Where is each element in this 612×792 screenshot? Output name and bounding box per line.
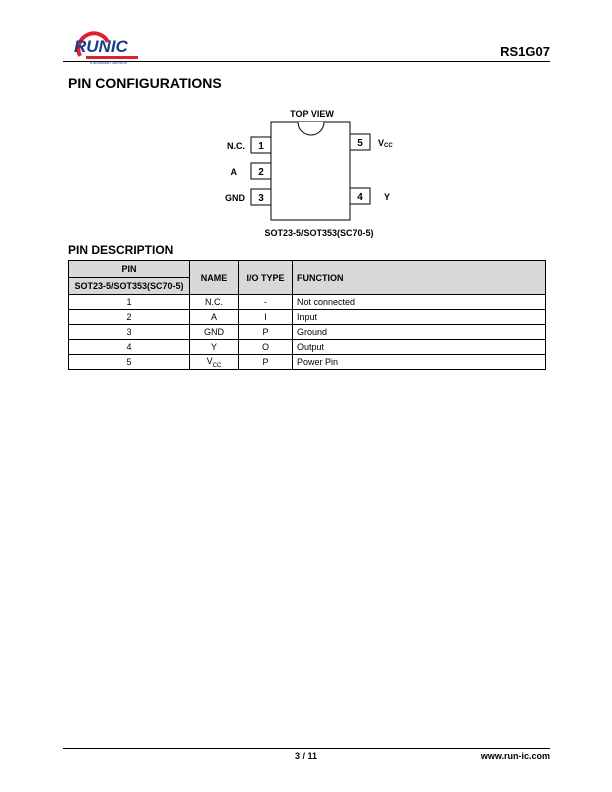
pin-number: 4 [357, 192, 363, 203]
name-cell: GND [190, 325, 239, 340]
pin-configuration-diagram [190, 100, 430, 245]
function-cell: Not connected [293, 295, 546, 310]
table-row [69, 340, 546, 355]
table-row [69, 325, 546, 340]
package-label: SOT23-5/SOT353(SC70-5) [264, 228, 374, 238]
io-cell: - [239, 295, 293, 310]
table-row [69, 295, 546, 310]
runic-logo [66, 26, 142, 66]
page-number: 3 / 11 [294, 751, 318, 761]
io-type-header: I/O TYPE [239, 261, 293, 295]
io-cell: P [239, 325, 293, 340]
name-cell: A [190, 310, 239, 325]
pin-number: 1 [258, 141, 264, 152]
package-header: SOT23-5/SOT353(SC70-5) [69, 278, 190, 295]
part-number: RS1G07 [500, 44, 550, 59]
pin-number: 5 [357, 138, 363, 149]
pin-3 [225, 189, 271, 205]
pin-2 [231, 163, 272, 179]
pin-cell: 1 [69, 295, 190, 310]
function-cell: Power Pin [293, 355, 546, 370]
name-cell: Y [190, 340, 239, 355]
pin-number: 2 [258, 167, 264, 178]
function-cell: Ground [293, 325, 546, 340]
pin-number: 3 [258, 193, 264, 204]
name-header: NAME [190, 261, 239, 295]
pin-cell: 3 [69, 325, 190, 340]
pin-name: VCC [378, 138, 393, 149]
header-divider [63, 61, 550, 62]
pin-name: A [230, 167, 237, 177]
io-cell: I [239, 310, 293, 325]
pin-configurations-title: PIN CONFIGURATIONS [68, 75, 222, 91]
function-cell: Input [293, 310, 546, 325]
pin-description-table [68, 260, 546, 370]
chip-body [271, 122, 350, 220]
pin-name: GND [225, 193, 245, 203]
pin-name: Y [384, 192, 391, 202]
table-row [69, 355, 546, 370]
io-cell: P [239, 355, 293, 370]
name-cell: $V_{CC}$ [190, 355, 239, 370]
pin-cell: 4 [69, 340, 190, 355]
name-cell: N.C. [190, 295, 239, 310]
pin-name: N.C. [227, 141, 245, 151]
logo-text: RUNIC [74, 37, 128, 56]
website-link[interactable]: www.run-ic.com [480, 751, 550, 761]
io-cell: O [239, 340, 293, 355]
footer-divider [63, 748, 550, 749]
pin-cell: 2 [69, 310, 190, 325]
top-view-label: TOP VIEW [290, 109, 334, 119]
table-row [69, 310, 546, 325]
logo-tagline: Innovation Service [90, 60, 128, 65]
function-cell: Output [293, 340, 546, 355]
pin-header: PIN [69, 261, 190, 278]
pin-cell: 5 [69, 355, 190, 370]
pin-4 [350, 188, 390, 204]
function-header: FUNCTION [293, 261, 546, 295]
pin-1 [227, 137, 271, 153]
pin-description-title: PIN DESCRIPTION [68, 243, 174, 257]
pin-5 [350, 134, 393, 150]
